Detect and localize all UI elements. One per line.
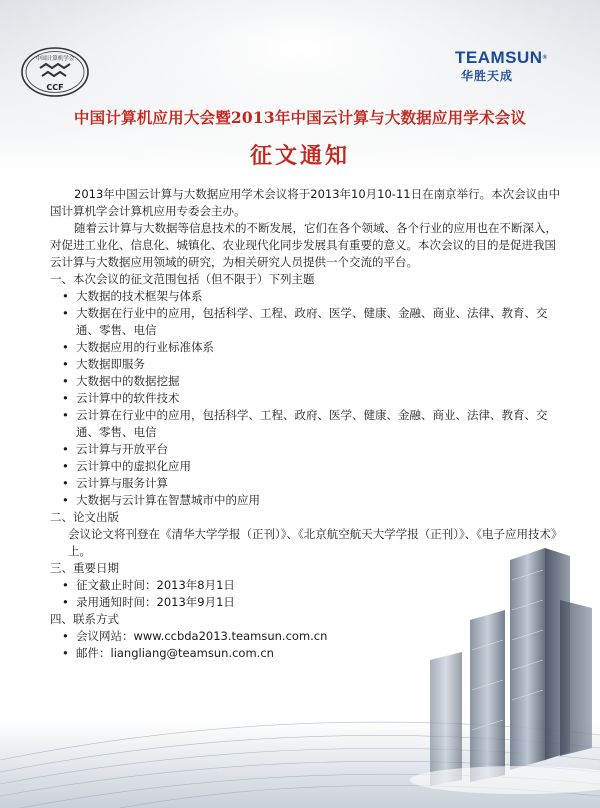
ccf-logo-text: 中国计算机学会 — [35, 56, 75, 62]
list-item: • 云计算中的软件技术 — [60, 390, 562, 407]
section-4-heading: 四、联系方式 — [50, 612, 119, 626]
list-item: • 大数据应用的行业标准体系 — [60, 339, 562, 356]
teamsun-logo: TEAMSUN® 华胜天成 — [455, 49, 575, 83]
teamsun-name: TEAMSUN — [455, 48, 543, 67]
ccf-logo — [20, 46, 90, 98]
section-1-heading: 一、本次会议的征文范围包括（但不限于）下列主题 — [50, 272, 315, 286]
publication-text: 会议论文将刊登在《清华大学学报（正刊）》、《北京航空航天大学学报（正刊）》、《电子应用技术》上。 — [68, 527, 557, 558]
list-item: • 征文截止时间：2013年8月1日 — [60, 577, 562, 594]
list-item: • 云计算在行业中的应用，包括科学、工程、政府、医学、健康、金融、商业、法律、教育、交通、零售、电信 — [60, 407, 562, 441]
list-item: • 大数据中的数据挖掘 — [60, 373, 562, 390]
list-item: • 大数据在行业中的应用，包括科学、工程、政府、医学、健康、金融、商业、法律、教育、交通、零售、电信 — [60, 305, 562, 339]
list-item: • 录用通知时间：2013年9月1日 — [60, 594, 562, 611]
page-subtitle: 征文通知 — [249, 143, 350, 169]
website-link[interactable]: • 会议网站：www.ccbda2013.teamsun.com.cn — [60, 628, 562, 645]
list-item: • 云计算与服务计算 — [60, 475, 562, 492]
list-item: • 云计算中的虚拟化应用 — [60, 458, 562, 475]
list-item: • 大数据与云计算在智慧城市中的应用 — [60, 492, 562, 509]
section-3-heading: 三、重要日期 — [50, 561, 119, 575]
section-2-heading: 二、论文出版 — [50, 510, 119, 524]
page-title: 中国计算机应用大会暨2013年中国云计算与大数据应用学术会议 — [73, 108, 527, 127]
dates-list — [50, 577, 562, 611]
ccf-logo-abbr: CCF — [46, 83, 64, 92]
contact-list — [50, 628, 562, 662]
list-item: • 大数据的技术框架与体系 — [60, 288, 562, 305]
document-body — [50, 186, 562, 662]
list-item: • 大数据即服务 — [60, 356, 562, 373]
intro-paragraph-1: 2013年中国云计算与大数据应用学术会议将于2013年10月10-11日在南京举行。本次会议由中国计算机学会计算机应用专委会主办。 — [50, 187, 561, 218]
intro-paragraph-2: 随着云计算与大数据等信息技术的不断发展，它们在各个领域、各个行业的应用也在不断深入，对促进工业化、信息化、城镇化、农业现代化同步发展具有重要的意义。本次会议的目的是促进我国云计算与大数据应用领域的研究，为相关研究人员提供一个交流的平台。 — [50, 221, 557, 269]
teamsun-cn: 华胜天成 — [461, 69, 514, 83]
topic-list — [50, 288, 562, 509]
email-link[interactable]: • 邮件：liangliang@teamsun.com.cn — [60, 645, 562, 662]
list-item: • 云计算与开放平台 — [60, 441, 562, 458]
